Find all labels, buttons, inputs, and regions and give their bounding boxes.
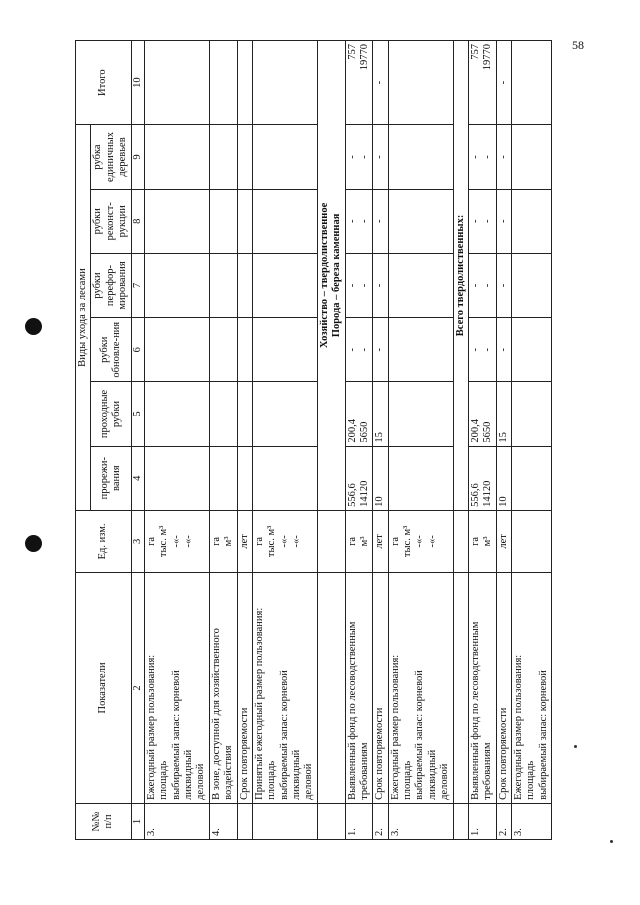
row-indicator: Ежегодный размер пользования: площадь выбираемый запас: корневой (512, 573, 552, 804)
row-unit: га м³ (345, 510, 373, 572)
col-number: 3 (131, 510, 144, 572)
cell-value: 10 (496, 446, 511, 510)
cell-value: - - (468, 318, 496, 382)
col-number: 8 (131, 189, 144, 253)
cell-value: - - (345, 189, 373, 253)
cell-value: - (496, 125, 511, 189)
row-indicator: Выявленный фонд по лесоводственным требованиям (468, 573, 496, 804)
cell-value: - (496, 253, 511, 317)
cell-value: - - (345, 318, 373, 382)
col-number: 1 (131, 803, 144, 839)
row-number: 2. (496, 803, 511, 839)
row-number: 1. (468, 803, 496, 839)
col-number: 10 (131, 41, 144, 125)
header-renewal: рубки обновле-ния (91, 318, 131, 382)
forest-care-table (75, 40, 552, 840)
row-unit: га тыс. м³ -«- -«- (252, 510, 317, 572)
header-single: рубка единичных деревьев (91, 125, 131, 189)
row-indicator: Срок повторяемости (496, 573, 511, 804)
cell-value: - - (345, 125, 373, 189)
table-row (252, 41, 317, 840)
row-number: 4. (209, 803, 237, 839)
header-unit: Ед. изм. (76, 510, 132, 572)
cell-value: 556,6 14120 (468, 446, 496, 510)
cell-value: - (373, 318, 388, 382)
punch-hole (25, 535, 42, 552)
row-number: 3. (512, 803, 552, 839)
cell-value: - - (468, 253, 496, 317)
rotated-page-content (75, 40, 610, 840)
row-indicator: Срок повторяемости (373, 573, 388, 804)
page-number: 58 (572, 38, 584, 52)
row-number: 3. (388, 803, 453, 839)
row-unit: га тыс. м³ -«- -«- (388, 510, 453, 572)
cell-value: - (373, 189, 388, 253)
table-row (144, 41, 209, 840)
header-thinning1: прорежи-вания (91, 446, 131, 510)
table-row (388, 41, 453, 840)
col-number: 2 (131, 573, 144, 804)
col-number: 5 (131, 382, 144, 446)
cell-value: - (496, 41, 511, 125)
row-unit: га м³ (209, 510, 237, 572)
col-number: 4 (131, 446, 144, 510)
row-number: 2. (373, 803, 388, 839)
cell-value: 200,4 5650 (468, 382, 496, 446)
section-subtitle: Порода – береза каменная (331, 213, 343, 338)
col-number: 6 (131, 318, 144, 382)
row-unit: га м³ (468, 510, 496, 572)
cell-value: - - (468, 189, 496, 253)
table-row (237, 41, 252, 840)
table-row (345, 41, 373, 840)
row-number: 1. (345, 803, 373, 839)
row-indicator: Выявленный фонд по лесоводственным требованиям (345, 573, 373, 804)
row-unit: лет (496, 510, 511, 572)
header-reconstr: рубки реконст-рукции (91, 189, 131, 253)
cell-value: 757 19770 (345, 41, 373, 125)
header-total: Итого (76, 41, 132, 125)
cell-value: - - (468, 125, 496, 189)
row-unit: лет (373, 510, 388, 572)
cell-value: 556,6 14120 (345, 446, 373, 510)
cell-value: 757 19770 (468, 41, 496, 125)
row-indicator: В зоне, доступной для хозяйственного воздействия (209, 573, 237, 804)
cell-value: 15 (496, 382, 511, 446)
table-row (373, 41, 388, 840)
section-header (453, 41, 468, 840)
row-indicator: Ежегодный размер пользования: площадь выбираемый запас: корневой ликвидный деловой (144, 573, 209, 804)
row-unit: га тыс. м³ -«- -«- (144, 510, 209, 572)
section-header (317, 41, 345, 840)
col-number: 7 (131, 253, 144, 317)
table-row (209, 41, 237, 840)
row-indicator: Принятый ежегодный размер пользования: площадь выбираемый запас: корневой ликвидный деловой (252, 573, 317, 804)
row-number: 3. (144, 803, 209, 839)
column-numbers-row (131, 41, 144, 840)
cell-value: - (496, 318, 511, 382)
row-indicator: Ежегодный размер пользования: площадь выбираемый запас: корневой ликвидный деловой (388, 573, 453, 804)
header-reform: рубки перефор-мирования (91, 253, 131, 317)
cell-value: 200,4 5650 (345, 382, 373, 446)
cell-value: 15 (373, 382, 388, 446)
header-row (76, 41, 91, 840)
cell-value: - (373, 125, 388, 189)
row-unit: лет (237, 510, 252, 572)
cell-value: - (496, 189, 511, 253)
table-row (468, 41, 496, 840)
scan-speck (610, 840, 613, 843)
col-number: 9 (131, 125, 144, 189)
table-row (512, 41, 552, 840)
table-row (496, 41, 511, 840)
row-indicator: Срок повторяемости (237, 573, 252, 804)
cell-value: 10 (373, 446, 388, 510)
section-title: Хозяйство – твердолиственное (318, 202, 330, 349)
cell-value: - (373, 41, 388, 125)
header-thinning2: проходные рубки (91, 382, 131, 446)
cell-value: - (373, 253, 388, 317)
header-num: №№ п/п (76, 803, 132, 839)
punch-hole (25, 318, 42, 335)
cell-value: - - (345, 253, 373, 317)
header-indicator: Показатели (76, 573, 132, 804)
header-group: Виды ухода за лесами (76, 125, 91, 510)
section-title: Всего твердолиственных: (453, 41, 468, 511)
